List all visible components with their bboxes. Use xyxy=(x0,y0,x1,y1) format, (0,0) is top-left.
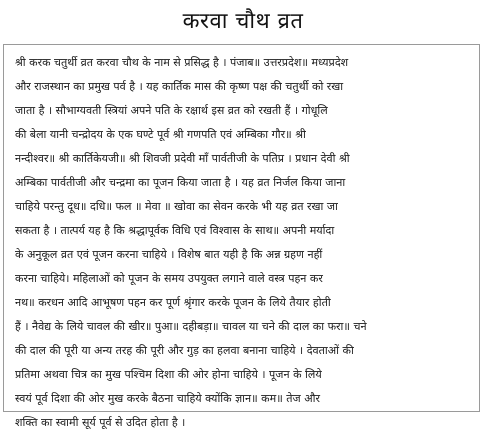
text-line: श्री करक चतुर्थी व्रत करवा चौथ के नाम से प्रसिद्ध है । पंजाब॥ उत्तरप्रदेश॥ मध्यप्रदेश xyxy=(15,56,349,69)
text-line: करना चाहिये। महिलाओं को पूजन के समय उपयुक्त लगाने वाले वस्त्र पहन कर xyxy=(15,272,323,285)
text-line: की दाल की पूरी या अन्य तरह की पूरी और गुड़ का हलवा बनाना चाहिये । देवताओं की xyxy=(15,344,354,357)
text-line: स्वयं पूर्व दिशा की ओर मुख करके बैठना चाहिये क्योंकि ज्ञान॥ कम॥ तेज और xyxy=(15,392,320,405)
body-text xyxy=(15,51,473,435)
text-line: अम्बिका पार्वतीजी और चन्द्रमा का पूजन किया जाता है । यह व्रत निर्जल किया जाना xyxy=(15,176,346,189)
text-line: चाहिये परन्तु दूध॥ दधि॥ फल ॥ मेवा ॥ खोवा का सेवन करके भी यह व्रत रखा जा xyxy=(15,200,338,213)
text-line: प्रतिमा अथवा चित्र का मुख पश्चिम दिशा की ओर होना चाहिये । पूजन के लिये xyxy=(15,368,322,381)
text-line: और राजस्थान का प्रमुख पर्व है । यह कार्तिक मास की कृष्ण पक्ष की चतुर्थी को रखा xyxy=(15,80,344,93)
text-line: के अनुकूल व्रत एवं पूजन करना चाहिये । विशेष बात यही है कि अन्न ग्रहण नहीं xyxy=(15,248,323,261)
text-line: शक्ति का स्वामी सूर्य पूर्व से उदित होता है । xyxy=(15,416,186,429)
text-line: नन्दीश्वर॥ श्री कार्तिकेयजी॥ श्री शिवजी प्रदेवी माँ पार्वतीजी के पतिप्र । प्रधान देवी श्री xyxy=(15,152,350,165)
document-title: करवा चौथ व्रत xyxy=(182,9,304,34)
text-line: की बेला यानी चन्द्रोदय के एक घण्टे पूर्व श्री गणपति एवं अम्बिका गौर॥ श्री xyxy=(15,128,306,141)
text-frame xyxy=(3,44,480,429)
text-line: नथ॥ करधन आदि आभूषण पहन कर पूर्ण श्रृंगार करके पूजन के लिये तैयार होती xyxy=(15,296,331,309)
text-line: सकता है । तात्पर्य यह है कि श्रद्धापूर्वक विधि एवं विश्वास के साथ॥ अपनी मर्यादा xyxy=(15,224,335,237)
text-line: जाता है । सौभाग्यवती स्त्रियां अपने पति के रक्षार्थ इस व्रत को रखती हैं । गोधूलि xyxy=(15,104,328,117)
text-line: हैं । नैवेद्य के लिये चावल की खीर॥ पुआ॥ दहीबड़ा॥ चावल या चने की दाल का फरा॥ चने xyxy=(15,320,367,333)
